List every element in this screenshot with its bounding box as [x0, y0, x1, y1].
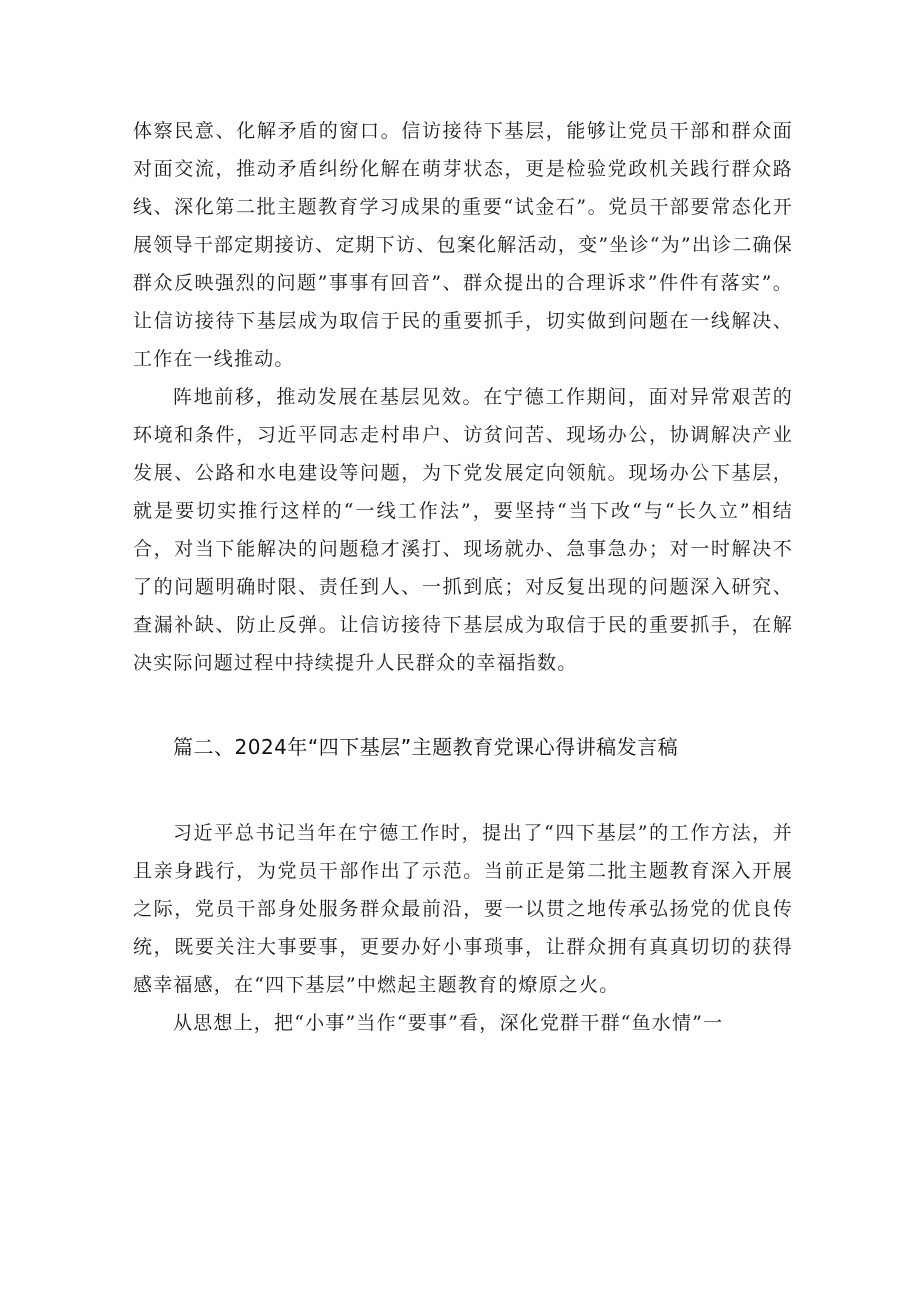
paragraph-four-grassroots-intro: 习近平总书记当年在宁德工作时，提出了“四下基层”的工作方法，并且亲身践行，为党员干部作出了示范。当前正是第二批主题教育深入开展之际，党员干部身处服务群众最前沿，要一以贯之地传承弘扬党的优良传统，既要关注大事要事，更要办好小事琐事，让群众拥有真真切切的获得感幸福感，在“四下基层”中燃起主题教育的燎原之火。	[133, 822, 793, 996]
paragraph-onsite-office: 阵地前移，推动发展在基层见效。在宁德工作期间，面对异常艰苦的环境和条件，习近平同志走村串户、访贫问苦、现场办公，协调解决产业发展、公路和水电建设等问题，为下党发展定向领航。现场办公下基层，就是要切实推行这样的“一线工作法”，要坚持“当下改“与“长久立”相结合，对当下能解决的问题稳才溪打、现场就办、急事急办；对一时解决不了的问题明确时限、责任到人、一抓到底；对反复出现的问题深入研究、查漏补缺、防止反弹。让信访接待下基层成为取信于民的重要抓手，在解决实际问题过程中持续提升人民群众的幸福指数。	[133, 386, 793, 674]
document-body	[133, 112, 793, 1042]
section-heading: 篇二、2024年“四下基层”主题教育党课心得讲稿发言稿	[173, 735, 679, 759]
paragraph-small-matters: 从思想上，把“小事”当作“要事”看，深化党群干群“鱼水情”一	[173, 1012, 724, 1034]
paragraph-letters-visits: 体察民意、化解矛盾的窗口。信访接待下基层，能够让党员干部和群众面对面交流，推动矛盾纠纷化解在萌芽状态，更是检验党政机关践行群众路线、深化第二批主题教育学习成果的重要“试金石”。党员干部要常态化开展领导干部定期接访、定期下访、包案化解活动，变”坐诊“为”出诊二确保群众反映强烈的问题”事事有回音”、群众提出的合理诉求”件件有落实”。让信访接待下基层成为取信于民的重要抓手，切实做到问题在一线解决、工作在一线推动。	[133, 120, 793, 370]
